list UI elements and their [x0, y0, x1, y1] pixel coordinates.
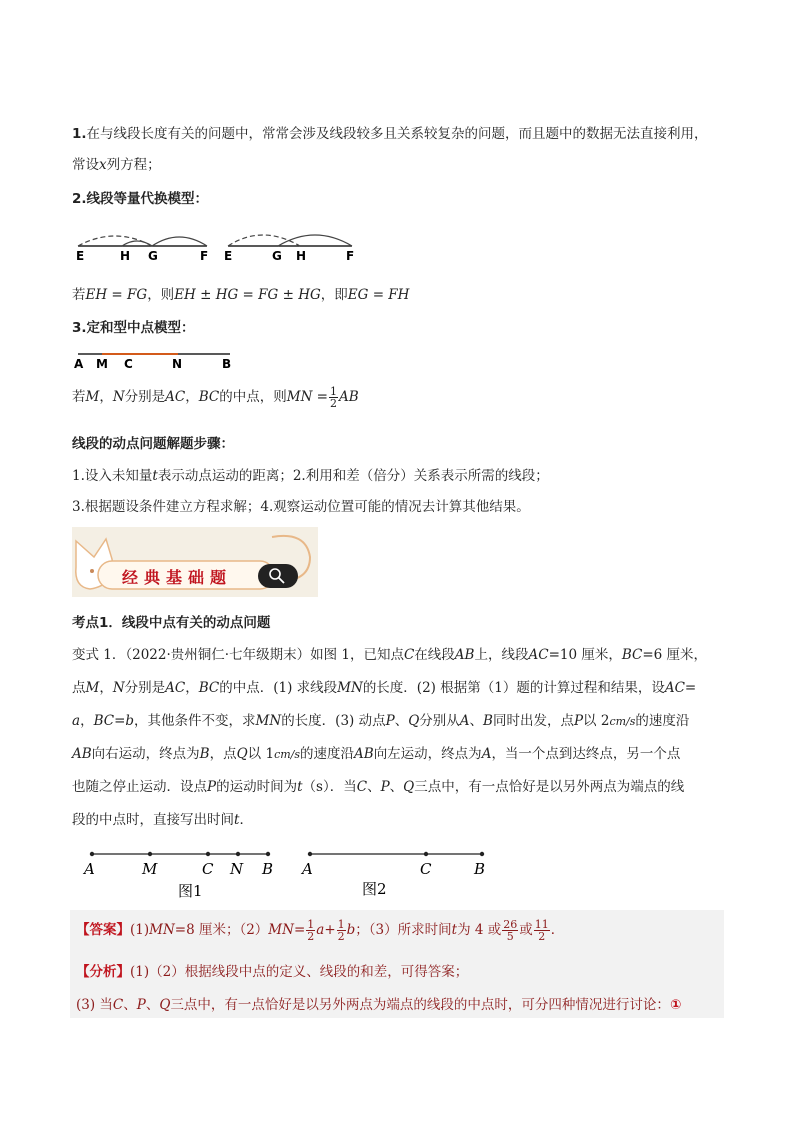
text: 分别是	[124, 389, 166, 405]
text: ．	[239, 812, 253, 828]
point-label: C	[420, 860, 432, 878]
point-C	[206, 852, 210, 856]
point-N	[236, 852, 240, 856]
math: AB	[354, 746, 374, 762]
text: 上，线段	[474, 647, 529, 663]
intro-text: 在与线段长度有关的问题中，常常会涉及线段较多且关系较复杂的问题，而且题中的数据无法直接利用，	[86, 126, 708, 142]
numerator: 1	[337, 918, 345, 931]
text: 三点中，有一点恰好是以另外两点为端点的线	[414, 779, 685, 795]
point-label: G	[272, 249, 282, 263]
equation-substitution	[72, 283, 409, 303]
math: A	[459, 713, 470, 729]
math: MN	[337, 680, 363, 696]
point-label: F	[200, 249, 209, 263]
section-title: 考点1．线段中点有关的动点问题	[72, 615, 271, 631]
intro-text: 常设	[72, 157, 99, 173]
numerator: 1	[307, 918, 315, 931]
math: M	[85, 680, 100, 696]
analysis-line-2	[76, 993, 681, 1013]
denominator: 2	[330, 397, 337, 410]
step-line-1	[72, 464, 549, 484]
math: t	[451, 922, 458, 938]
math: P	[380, 779, 390, 795]
point-label: F	[346, 249, 355, 263]
math: AC	[165, 680, 186, 696]
math: P	[573, 713, 584, 729]
arc	[278, 235, 352, 246]
text: 或	[519, 922, 533, 938]
point-B	[480, 852, 484, 856]
text: 、	[469, 713, 484, 729]
math: EG = FH	[347, 287, 410, 303]
text: ，	[99, 680, 113, 696]
figure-2	[298, 846, 498, 902]
math: AB	[339, 389, 359, 405]
text: 三点中，有一点恰好是以另外两点为端点的线段的中点时，可分四种情况进行讨论：	[170, 997, 670, 1013]
intro-line-1	[72, 122, 708, 142]
text: ，	[185, 389, 199, 405]
denominator: 2	[337, 930, 345, 943]
midpoint-model-figure	[72, 346, 242, 372]
math: AB	[72, 746, 92, 762]
text: 段的中点时，直接写出时间	[72, 812, 234, 828]
math: B	[199, 746, 210, 762]
math: BC	[198, 389, 220, 405]
problem-line-3	[72, 709, 689, 729]
point-label: A	[302, 860, 313, 878]
text: 也随之停止运动．设点	[72, 779, 207, 795]
math: N	[112, 389, 125, 405]
point-label: A	[84, 860, 95, 878]
text: 的运动时间为	[216, 779, 298, 795]
text: 的速度沿	[300, 746, 355, 762]
problem-line-5	[72, 775, 684, 795]
text: 、	[367, 779, 381, 795]
variable-t: t	[152, 468, 158, 484]
problem-line-4	[72, 742, 680, 762]
text: ．	[550, 922, 565, 938]
substitution-model-figure	[72, 220, 372, 264]
text: 、	[394, 713, 409, 729]
text: 的中点．(1) 求线段	[219, 680, 338, 696]
math: P	[136, 997, 146, 1013]
math: BC	[198, 680, 220, 696]
unit: cm/s	[609, 715, 636, 728]
intro-line-2	[72, 153, 161, 173]
numerator: 11	[534, 918, 549, 931]
math: a	[316, 922, 325, 938]
variable-x: x	[99, 157, 107, 173]
text: 若	[72, 287, 86, 303]
figure-right	[224, 235, 354, 263]
math: b	[346, 922, 356, 938]
classic-basics-banner	[72, 527, 318, 597]
text: 、	[123, 997, 137, 1013]
text: 表示动点运动的距离；2.利用和差（倍分）关系表示所需的线段；	[157, 468, 549, 484]
analysis-tag: 【分析】	[76, 964, 130, 980]
circled-number: ①	[669, 997, 682, 1013]
text: 的中点，则	[219, 389, 287, 405]
numerator: 1	[330, 385, 337, 398]
point-label: C	[124, 357, 133, 371]
text: =	[114, 713, 126, 729]
math: BC	[621, 647, 643, 663]
heading-midpoint-model: 3.定和型中点模型：	[72, 320, 195, 336]
denominator: 5	[506, 930, 514, 943]
point-label: B	[262, 860, 274, 878]
text: ，则	[147, 287, 175, 303]
text: 、	[145, 997, 160, 1013]
text: 若	[72, 389, 86, 405]
text: 的长度．(3) 动点	[281, 713, 386, 729]
fraction	[337, 919, 346, 942]
math: b	[125, 713, 135, 729]
point-C	[424, 852, 428, 856]
math: AB	[454, 647, 475, 663]
text: 、	[389, 779, 404, 795]
text: ，	[99, 389, 113, 405]
figure-caption: 图2	[362, 880, 387, 898]
text: 1.设入未知量	[72, 468, 153, 484]
text: 向右运动，终点为	[91, 746, 200, 762]
math: t	[297, 779, 303, 795]
point-label: B	[474, 860, 486, 878]
point-label: H	[120, 249, 131, 263]
list-number: 1.	[72, 126, 87, 142]
text: ，其他条件不变，求	[134, 713, 256, 729]
steps-title: 线段的动点问题解题步骤：	[72, 436, 234, 452]
math: Q	[236, 746, 248, 762]
point-label: G	[148, 249, 158, 263]
text: 分别是	[124, 680, 166, 696]
text: （s）．当	[302, 779, 357, 795]
text: ，	[80, 713, 94, 729]
fraction	[534, 919, 550, 942]
text: 的速度沿	[635, 713, 690, 729]
text: 同时出发，点	[492, 713, 574, 729]
math: MN	[255, 713, 282, 729]
math: t	[234, 812, 240, 828]
math: C	[356, 779, 368, 795]
analysis-line-1	[76, 960, 468, 980]
answer-tag: 【答案】	[76, 922, 130, 938]
point-A	[308, 852, 312, 856]
math: EH = FG	[85, 287, 148, 303]
text: 在线段	[414, 647, 455, 663]
heading-segment-substitution: 2.线段等量代换模型：	[72, 191, 209, 207]
point-B	[266, 852, 270, 856]
denominator: 2	[538, 930, 546, 943]
figure-caption: 图1	[178, 882, 203, 900]
text: ；（3）所求时间	[355, 922, 452, 938]
arc	[152, 237, 207, 246]
banner-title: 经典基础题	[122, 568, 233, 587]
point-label: E	[224, 249, 233, 263]
math: AC	[165, 389, 186, 405]
text: =10 厘米，	[548, 647, 622, 663]
point-label: E	[76, 249, 85, 263]
answer-line	[76, 918, 564, 942]
text: (1)	[130, 922, 150, 938]
fraction	[502, 919, 518, 942]
point-M	[148, 852, 152, 856]
text: 的长度．(2) 根据第（1）题的计算过程和结果，设	[362, 680, 665, 696]
point-label: N	[172, 357, 183, 371]
figure-left	[76, 236, 208, 263]
point-label: N	[230, 860, 244, 878]
text: ，即	[320, 287, 348, 303]
point-label: M	[142, 860, 158, 878]
denominator: 2	[307, 930, 315, 943]
text: =	[293, 922, 306, 938]
text: +	[324, 922, 336, 938]
math: M	[85, 389, 100, 405]
math: MN	[149, 922, 175, 938]
unit: cm/s	[274, 748, 301, 761]
math: MN =	[286, 389, 328, 405]
math: a	[72, 713, 81, 729]
math: Q	[159, 997, 171, 1013]
text: ，	[185, 680, 199, 696]
math: AC	[664, 680, 685, 696]
point-label: B	[222, 357, 232, 371]
point-label: M	[96, 357, 108, 371]
math: B	[483, 713, 493, 729]
text: 以 1	[247, 746, 275, 762]
math: N	[112, 680, 125, 696]
problem-line-1	[72, 643, 707, 663]
math: AC	[528, 647, 549, 663]
math: MN	[268, 922, 294, 938]
problem-line-2	[72, 676, 696, 696]
problem-line-6	[72, 808, 253, 828]
text: 分别从	[419, 713, 460, 729]
math: EH ± HG = FG ± HG	[174, 287, 321, 303]
intro-text: 列方程；	[106, 157, 161, 173]
math: C	[403, 647, 415, 663]
fraction	[329, 386, 338, 409]
step-line-2: 3.根据题设条件建立方程求解；4.观察运动位置可能的情况去计算其他结果。	[72, 499, 530, 515]
text: 以 2	[583, 713, 610, 729]
math: P	[207, 779, 217, 795]
point-label: A	[74, 357, 84, 371]
math: BC	[93, 713, 115, 729]
point-label: C	[202, 860, 214, 878]
text: 变式 1．（2022·贵州铜仁·七年级期末）如图 1，已知点	[72, 647, 404, 663]
equation-midpoint	[72, 385, 359, 409]
search-button-bg	[258, 564, 298, 588]
math: C	[112, 997, 124, 1013]
math: A	[481, 746, 492, 762]
text: =	[684, 680, 697, 696]
text: =8 厘米；（2）	[174, 922, 269, 938]
math: Q	[403, 779, 415, 795]
text: (3) 当	[76, 997, 113, 1013]
text: 为 4 或	[457, 922, 502, 938]
numerator: 26	[503, 918, 518, 931]
math: P	[385, 713, 395, 729]
figure-1	[80, 846, 280, 902]
point-label: H	[296, 249, 307, 263]
text: ，当一个点到达终点，另一个点	[491, 746, 681, 762]
point-A	[90, 852, 94, 856]
fox-eye	[90, 569, 94, 573]
text: (1)（2）根据线段中点的定义、线段的和差，可得答案；	[130, 964, 469, 980]
text: ，点	[209, 746, 237, 762]
fraction	[306, 919, 315, 942]
text: 点	[72, 680, 86, 696]
text: =6 厘米，	[642, 647, 708, 663]
text: 向左运动，终点为	[373, 746, 482, 762]
math: Q	[408, 713, 420, 729]
